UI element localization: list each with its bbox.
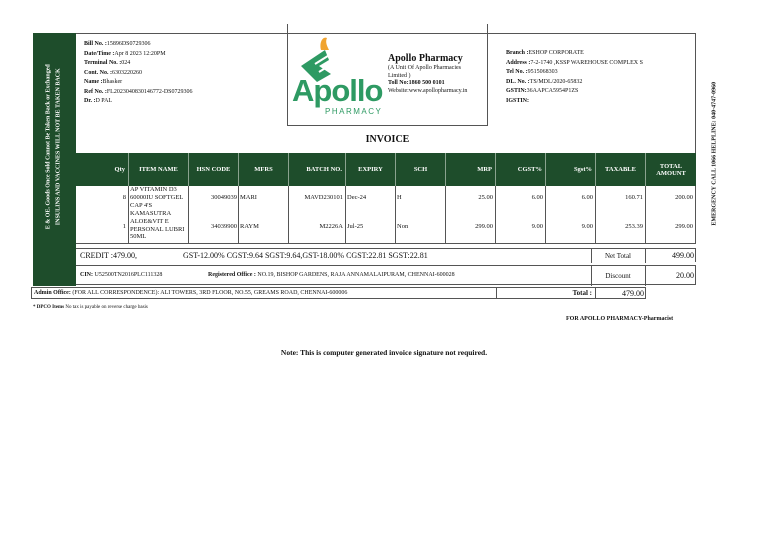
cell-expiry: Jul-25 xyxy=(347,223,364,230)
cell-batch: MAVD230101 xyxy=(304,194,343,201)
gstin-row: GSTIN:36AAPCA5954P1ZS xyxy=(506,88,579,94)
col-hsn-code: HSN CODE xyxy=(189,153,239,186)
cell-item-name: AP VITAMIN D3 60000IU SOFTGEL CAP 4'S xyxy=(130,186,184,209)
left-notice-band xyxy=(33,33,76,286)
cell-qty: 8 xyxy=(122,194,126,201)
cell-cgst: 6.00 xyxy=(531,194,543,201)
col-mfrs: MFRS xyxy=(239,153,289,186)
col-mrp: MRP xyxy=(446,153,496,186)
bill-no-row: Bill No. :15896DS0729306 xyxy=(84,41,151,47)
gst-summary: GST-12.00% CGST:9.64 SGST:9.64,GST-18.00% CGST:22.81 SGST:22.81 xyxy=(183,251,428,260)
discount-value: 20.00 xyxy=(676,271,694,280)
admin-row xyxy=(31,287,646,299)
branch-details xyxy=(506,50,686,105)
company-unit: (A Unit Of Apollo Pharmacies Limited ) xyxy=(388,65,461,79)
cell-taxable: 253.39 xyxy=(625,223,643,230)
cell-batch: M2226A xyxy=(319,223,343,230)
cell-total: 200.00 xyxy=(675,194,693,201)
contact-row: Cont. No. :6303220260 xyxy=(84,69,142,76)
col-cgst: CGST% xyxy=(496,153,546,186)
bill-details xyxy=(84,41,284,106)
doctor-row: Dr. :D PAL xyxy=(84,98,113,104)
cell-sgst: 9.00 xyxy=(581,223,593,230)
cin-row xyxy=(76,265,696,285)
company-name: Apollo Pharmacy xyxy=(388,53,463,64)
col-sgst: Sgst% xyxy=(546,153,596,186)
cell-sch: Non xyxy=(397,223,409,230)
credit-text: CREDIT :479.00, xyxy=(80,251,137,260)
registered-office: Registered Office : NO.19, BISHOP GARDENS, RAJA ANNAMALAIPURAM, CHENNAI-600028 xyxy=(208,272,455,278)
terminal-row: Terminal No. :024 xyxy=(84,60,131,66)
admin-office: Admin Office: (FOR ALL CORRESPONDENCE): ALI TOWERS, 3RD FLOOR, NO.55, GREAMS ROAD, CHENNAI-600006 xyxy=(34,290,348,296)
ref-row: Ref No. :FL2023040830146772-DS0729306 xyxy=(84,88,193,95)
cell-sgst: 6.00 xyxy=(581,194,593,201)
igstin-row: IGSTIN: xyxy=(506,97,530,104)
cell-mfrs: MARI xyxy=(240,194,257,201)
cell-item-name: KAMASUTRA ALOE&VIT E PERSONAL LUBRI 50ML xyxy=(130,210,185,241)
logo-wordmark: Apollo xyxy=(292,73,383,108)
col-total-amount: TOTAL AMOUNT xyxy=(656,162,686,177)
cell-mrp: 299.00 xyxy=(475,223,493,230)
total-label: Total : xyxy=(572,289,592,297)
cell-mfrs: RAYM xyxy=(240,223,259,230)
discount-label: Discount xyxy=(605,272,631,280)
cell-expiry: Dec-24 xyxy=(347,194,367,201)
dpco-note: * DPCO Items No tax is payable on reverse charge basis xyxy=(33,305,148,310)
cell-hsn: 30049039 xyxy=(211,194,237,201)
table-body xyxy=(76,186,696,244)
table-header xyxy=(76,153,696,186)
address-row: Address :7-2-1740 ,KSSP WAREHOUSE COMPLEX S xyxy=(506,59,643,66)
col-expiry: EXPIRY xyxy=(346,153,396,186)
apollo-logo xyxy=(291,36,383,118)
tel-row: Tel No. :9515068303 xyxy=(506,69,558,75)
col-item-name: ITEM NAME xyxy=(129,153,189,186)
col-sch: SCH xyxy=(396,153,446,186)
cell-taxable: 160.71 xyxy=(625,194,643,201)
logo-subtitle: PHARMACY xyxy=(325,107,383,116)
company-website: Website:www.apollopharmacy.in xyxy=(388,87,468,94)
invoice-title: INVOICE xyxy=(365,134,410,145)
left-band-line1: E & OE. Goods Once Sold Cannot Be Taken Back or Exchanged xyxy=(45,64,52,230)
pharmacist-sign: FOR APOLLO PHARMACY-Pharmacist xyxy=(566,316,674,322)
cell-hsn: 34039900 xyxy=(211,223,237,230)
cell-qty: 1 xyxy=(122,223,126,230)
company-info xyxy=(388,53,486,95)
footer-note: Note: This is computer generated invoice signature not required. xyxy=(280,348,488,357)
branch-row: Branch :ESHOP CORPORATE xyxy=(506,50,584,56)
dl-row: DL. No. :TS/MDL/2020-65832 xyxy=(506,78,583,85)
cell-cgst: 9.00 xyxy=(531,223,543,230)
total-value: 479.00 xyxy=(622,289,644,298)
col-batch-no: BATCH NO. xyxy=(289,153,346,186)
company-toll: Toll No:1860 500 0101 xyxy=(388,80,445,86)
date-row: Date/Time :Apr 8 2023 12:20PM xyxy=(84,50,166,57)
col-qty: Qty xyxy=(76,153,129,186)
cell-total: 299.00 xyxy=(675,223,693,230)
cell-mrp: 25.00 xyxy=(478,194,493,201)
summary-row xyxy=(76,248,696,262)
col-taxable: TAXABLE xyxy=(596,153,646,186)
name-row: Name :Bhasker xyxy=(84,79,123,85)
left-band-line2: INSULINS AND VACCINES WILL NOT BE TAKEN BACK xyxy=(55,68,62,226)
cell-sch: H xyxy=(397,194,402,201)
net-total-value: 499.00 xyxy=(672,251,694,260)
cin-text: CIN: U52500TN2016PLC111328 xyxy=(80,272,163,278)
net-total-label: Net Total xyxy=(604,252,631,260)
emergency-helpline: EMERGENCY CALL 1066 HELPLINE: 040-4747-0960 xyxy=(711,81,718,226)
